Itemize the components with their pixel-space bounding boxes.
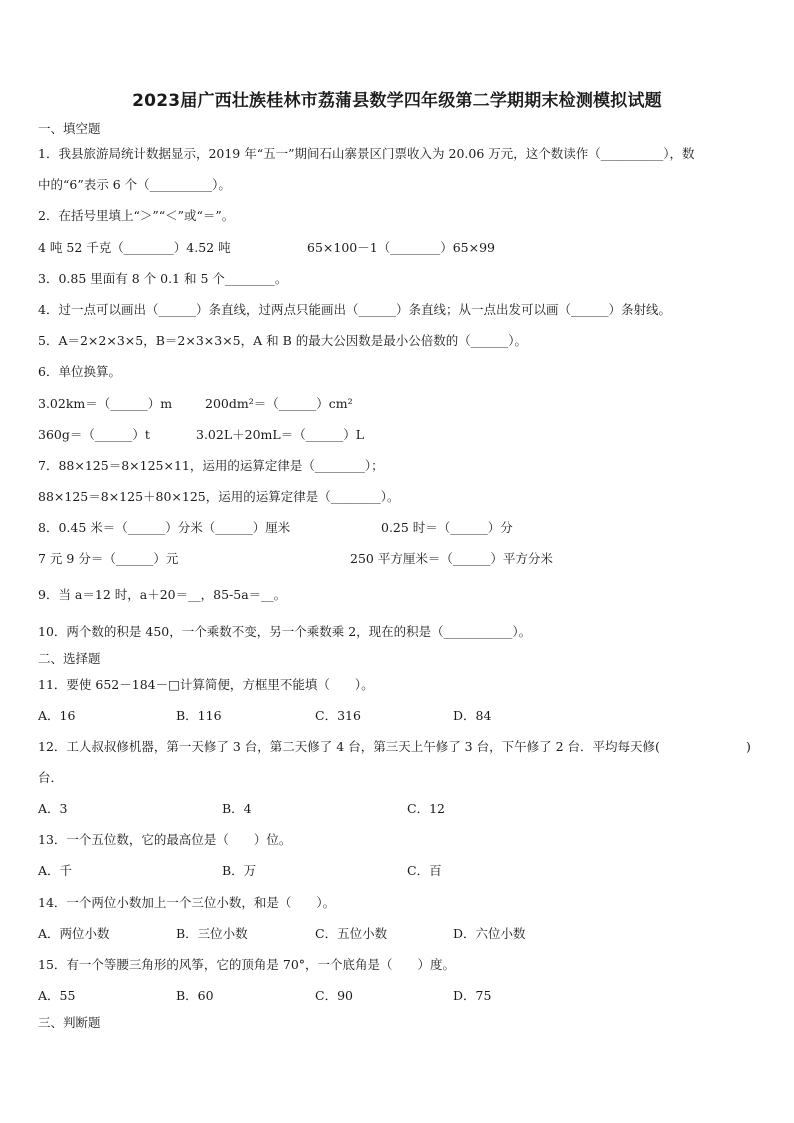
q12-option-c: C．12 bbox=[407, 801, 445, 816]
q11-option-c: C．316 bbox=[315, 708, 361, 723]
question-5: 5．A＝2×2×3×5，B＝2×3×3×5，A 和 B 的最大公因数是最小公倍数的（______）。 bbox=[38, 333, 528, 348]
q14-option-d: D．六位小数 bbox=[453, 926, 526, 941]
question-12-closing-paren: ) bbox=[746, 739, 751, 754]
section-heading-multiple-choice: 二、选择题 bbox=[38, 651, 101, 666]
q13-option-a: A．千 bbox=[38, 863, 73, 878]
q12-option-b: B．4 bbox=[222, 801, 252, 816]
question-12-line-2: 台． bbox=[38, 770, 64, 785]
question-2: 2．在括号里填上“＞”“＜”或“＝”。 bbox=[38, 208, 235, 223]
page-title: 2023届广西壮族桂林市荔蒲县数学四年级第二学期期末检测模拟试题 bbox=[132, 91, 662, 111]
question-6-part-c: 360g＝（______）t bbox=[38, 427, 150, 442]
question-7-line-2: 88×125＝8×125＋80×125，运用的运算定律是（________）。 bbox=[38, 489, 400, 504]
q11-option-a: A．16 bbox=[38, 708, 76, 723]
question-1-line-1: 1．我县旅游局统计数据显示，2019 年“五一”期间石山寨景区门票收入为 20.06 万元，这个数读作（__________），数 bbox=[38, 146, 695, 161]
question-12-line-1: 12．工人叔叔修机器，第一天修了 3 台，第二天修了 4 台，第三天上午修了 3 台，下午修了 2 台．平均每天修( bbox=[38, 739, 660, 754]
q13-option-c: C．百 bbox=[407, 863, 442, 878]
question-1-line-2: 中的“6”表示 6 个（__________）。 bbox=[38, 177, 231, 192]
section-heading-true-false: 三、判断题 bbox=[38, 1015, 101, 1030]
q15-option-a: A．55 bbox=[38, 988, 76, 1003]
question-6: 6．单位换算。 bbox=[38, 364, 121, 379]
question-8-part-d: 250 平方厘米＝（______）平方分米 bbox=[350, 551, 553, 566]
q14-option-c: C．五位小数 bbox=[315, 926, 388, 941]
question-2-part-a: 4 吨 52 千克（________）4.52 吨 bbox=[38, 240, 231, 255]
q15-option-b: B．60 bbox=[176, 988, 214, 1003]
question-14: 14．一个两位小数加上一个三位小数，和是（ ）。 bbox=[38, 895, 336, 910]
q11-option-b: B．116 bbox=[176, 708, 222, 723]
question-15: 15．有一个等腰三角形的风筝，它的顶角是 70°，一个底角是（ ）度。 bbox=[38, 957, 456, 972]
question-4: 4．过一点可以画出（______）条直线，过两点只能画出（______）条直线；从一点出发可以画（______）条射线。 bbox=[38, 302, 671, 317]
question-8-part-a: 8．0.45 米＝（______）分米（______）厘米 bbox=[38, 520, 291, 535]
q14-option-a: A．两位小数 bbox=[38, 926, 110, 941]
question-7-line-1: 7．88×125＝8×125×11，运用的运算定律是（________）； bbox=[38, 458, 384, 473]
question-13: 13．一个五位数，它的最高位是（ ）位。 bbox=[38, 832, 292, 847]
q15-option-c: C．90 bbox=[315, 988, 353, 1003]
q12-option-a: A．3 bbox=[38, 801, 68, 816]
question-8-part-b: 0.25 时＝（______）分 bbox=[381, 520, 513, 535]
question-10: 10．两个数的积是 450，一个乘数不变，另一个乘数乘 2，现在的积是（___________）。 bbox=[38, 624, 532, 639]
question-6-part-d: 3.02L＋20mL＝（______）L bbox=[196, 427, 364, 442]
question-2-part-b: 65×100－1（________）65×99 bbox=[307, 240, 495, 255]
q15-option-d: D．75 bbox=[453, 988, 492, 1003]
question-8-part-c: 7 元 9 分＝（______）元 bbox=[38, 551, 179, 566]
question-11: 11．要使 652－184－□计算简便，方框里不能填（ ）。 bbox=[38, 677, 374, 692]
q11-option-d: D．84 bbox=[453, 708, 492, 723]
question-6-part-b: 200dm²＝（______）cm² bbox=[205, 396, 353, 411]
question-3: 3．0.85 里面有 8 个 0.1 和 5 个________。 bbox=[38, 271, 288, 286]
question-6-part-a: 3.02km＝（______）m bbox=[38, 396, 173, 411]
q14-option-b: B．三位小数 bbox=[176, 926, 248, 941]
question-9: 9．当 a＝12 时，a＋20＝__，85-5a＝__。 bbox=[38, 587, 287, 602]
q13-option-b: B．万 bbox=[222, 863, 257, 878]
section-heading-fill-blank: 一、填空题 bbox=[38, 121, 101, 136]
